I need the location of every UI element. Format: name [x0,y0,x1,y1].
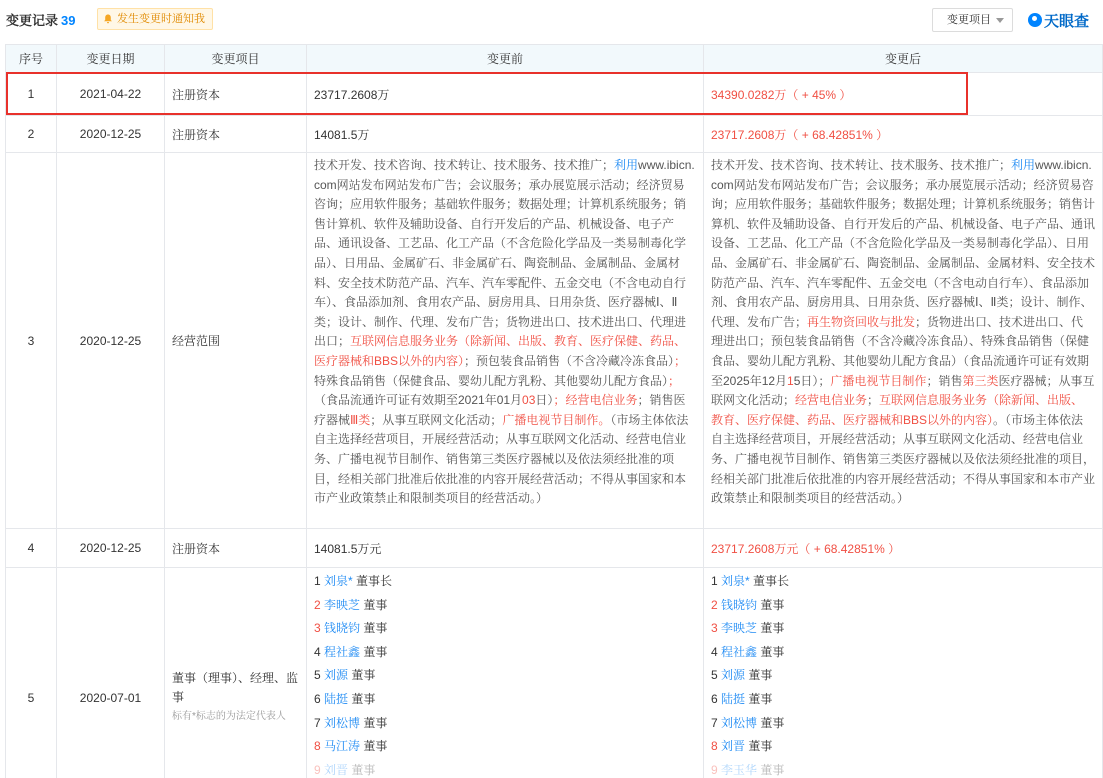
notify-label: 发生变更时通知我 [117,13,205,25]
person-role: 董事 [348,691,376,706]
scope-text-segment: www.ibicn.com网站发布网站发布广告；会议服务；承办展览展示活动；经济贸易咨询；应用软件服务；基础软件服务；数据处理；计算机系统服务；销售计算机、软件及辅助设备、自行开发后的产品、机械设备、电子产品、通讯设备、工艺品、化工产品（不含危险化学品及一类易制毒化学品）、日用品、金属矿石、非金属矿石、陶瓷制品、金属制品、金属材料、安全技术防范产品、汽车、汽车零配件、五金交电（不含电动自行车）、食品添加剂、食用农产品、厨房用具、日用杂货、医疗器械Ⅰ、Ⅱ类；设计、制作、代理、发布广告；货物进出口、技术进出口、代理进出口； [314,158,695,349]
person-index: 3 [314,621,325,636]
person-role: 董事 [757,597,785,612]
scope-text-segment: 再生物资回收与批发 [807,314,916,329]
person-entry [314,688,696,712]
cell-before: 23717.2608万 [307,73,704,116]
table-row [6,529,1103,568]
page-title [6,10,75,29]
person-index: 2 [314,597,325,612]
cell-index: 3 [6,153,57,529]
person-role: 董事 [757,621,785,636]
page-header [0,0,1103,40]
cell-index: 5 [6,568,57,778]
scope-text-segment: 经营电信业务 [795,393,868,408]
scope-text-segment: 医疗器械；从事互联网文化活动； [711,373,1095,408]
cell-after-people [704,568,1103,778]
filter-label: 变更项目 [947,14,991,26]
logo-icon [1028,13,1042,27]
person-role: 董事 [360,739,388,754]
cell-after: 23717.2608万元（ + 68.42851% ） [704,529,1103,568]
scope-text-segment: ；货物进出口、技术进出口、代理进出口；预包装食品销售（不含冷藏冷冻食品）、特殊食品销售（保健食品、婴幼儿配方乳粉、其他婴幼儿配方食品）（食品流通许可证有效期至2025年12月 [711,314,1090,388]
change-records-table [5,44,1103,778]
cell-date: 2021-04-22 [57,73,165,116]
person-index: 5 [314,668,325,683]
scope-text-segment: ；从事互联网文化活动； [370,412,503,427]
person-name-link[interactable]: 刘松博 [324,715,361,730]
person-role: 董事 [745,739,773,754]
scope-text-segment: 互联网信息服务业务（除新闻、出版、教育、医疗保健、药品、医疗器械和BBS以外的内容） [711,393,1084,427]
scope-text-segment: ； [553,393,566,408]
cell-before-people [307,568,704,778]
record-count: 39 [61,13,76,28]
person-name-link[interactable]: 刘源 [721,668,746,683]
person-name-link[interactable]: 李映芝 [324,597,361,612]
person-entry [314,735,696,759]
person-entry [711,570,1095,594]
scope-text-segment: 第三类 [962,373,999,388]
person-role: 董事 [757,715,785,730]
cell-index: 1 [6,73,57,116]
cell-item: 经营范围 [165,153,307,529]
logo-text: 天眼查 [1044,12,1090,30]
scope-text-segment: 经营电信业务 [565,393,638,408]
person-index: 9 [711,762,722,777]
person-entry [314,664,696,688]
cell-after-scope [704,153,1103,529]
cell-item: 注册资本 [165,73,307,116]
person-name-link[interactable]: 刘晋 [324,762,349,777]
person-name-link[interactable]: 刘晋 [721,739,746,754]
person-name-link[interactable]: 程社鑫 [324,644,361,659]
scope-text-segment: 技术开发、技术咨询、技术转让、技术服务、技术推广； [711,158,1012,172]
person-role: 董事 [757,762,785,777]
scope-text-segment: 特殊食品销售（保健食品、婴幼儿配方乳粉、其他婴幼儿配方食品） [314,373,669,388]
scope-text-segment: 1 [787,373,794,388]
scope-text-segment: 5日）； [793,373,831,388]
person-name-link[interactable]: 程社鑫 [721,644,758,659]
title-text: 变更记录 [6,13,59,28]
person-index: 8 [314,739,325,754]
person-index: 6 [314,691,325,706]
scope-text-segment: 。（市场主体依法自主选择经营项目，开展经营活动；从事互联网文化活动、经营电信业务、广播电视节目制作、销售第三类医疗器械以及依法须经批准的项目，经相关部门批准后依批准的内容开展经营活动；不得从事国家和本市产业政策禁止和限制类项目的经营活动。） [711,412,1096,506]
scope-text-segment[interactable]: 利用 [614,158,639,172]
person-entry [711,617,1095,641]
legal-rep-note: 标有*标志的为法定代表人 [172,711,286,722]
cell-date: 2020-07-01 [57,568,165,778]
person-role: 董事长 [749,574,790,588]
tianyancha-logo [1028,9,1089,31]
scope-text-segment: 03 [522,393,536,408]
cell-after: 23717.2608万（ + 68.42851% ） [704,116,1103,153]
cell-date: 2020-12-25 [57,153,165,529]
person-role: 董事 [360,644,388,659]
person-entry [711,759,1095,778]
item-label: 董事（理事）、经理、监事 [172,671,299,704]
person-role: 董事长 [352,574,393,588]
person-index: 2 [711,597,722,612]
person-name-link[interactable]: 陆挺 [721,691,746,706]
person-entry [711,664,1095,688]
cell-date: 2020-12-25 [57,529,165,568]
person-name-link[interactable]: 陆挺 [324,691,349,706]
person-name-link[interactable]: 李玉华 [721,762,758,777]
scope-text-segment: 广播电视节目制作 [830,373,927,388]
notify-button[interactable] [97,8,213,30]
cell-date: 2020-12-25 [57,116,165,153]
table-header-row [6,45,1103,73]
col-header-index: 序号 [6,45,57,73]
person-role: 董事 [360,715,388,730]
person-name-link[interactable]: 刘源 [324,668,349,683]
person-index: 1 [711,574,722,588]
person-entry [711,594,1095,618]
cell-index: 4 [6,529,57,568]
person-index: 5 [711,668,722,683]
bell-icon [103,14,113,24]
person-entry [314,570,696,594]
person-entry [314,641,696,665]
person-entry [314,617,696,641]
caret-down-icon [996,18,1004,23]
person-role: 董事 [360,621,388,636]
person-role: 董事 [348,762,376,777]
person-index: 9 [314,762,325,777]
scope-text-segment: www.ibicn.com网站发布网站发布广告；会议服务；承办展览展示活动；经济贸易咨询；应用软件服务；基础软件服务；数据处理；计算机系统服务；销售计算机、软件及辅助设备、自行开发后的产品、机械设备、电子产品、通讯设备、工艺品、化工产品（不含危险化学品及一类易制毒化学品）、日用品、金属矿石、非金属矿石、陶瓷制品、金属制品、金属材料、安全技术防范产品、汽车、汽车零配件、五金交电（不含电动自行车）、食品添加剂、食用农产品、厨房用具、日用杂货、医疗器械Ⅰ、Ⅱ类；设计、制作、代理、发布广告； [711,158,1096,329]
person-entry [711,735,1095,759]
person-entry [314,712,696,736]
person-index: 4 [711,644,722,659]
cell-after: 34390.0282万（ + 45% ） [704,73,1103,116]
scope-text-segment: ；预包装食品销售（不含冷藏冷冻食品） [464,353,675,368]
change-item-filter[interactable] [932,8,1013,32]
scope-text-segment: ；销售 [926,373,963,388]
scope-text-segment: ； [867,393,880,408]
person-index: 7 [314,715,325,730]
person-name-link[interactable]: 刘泉* [721,574,750,588]
scope-text-segment: （市场主体依法自主选择经营项目，开展经营活动；从事互联网文化活动、经营电信业务、广播电视节目制作、销售第三类医疗器械以及依法须经批准的项目，经相关部门批准后依批准的内容开展经营活动；不得从事国家和本市产业政策禁止和限制类项目的经营活动。） [314,412,689,506]
person-index: 3 [711,621,722,636]
scope-text-segment: （食品流通许可证有效期至2021年01月 [314,393,523,408]
person-name-link[interactable]: 钱晓钧 [721,597,758,612]
person-entry [711,641,1095,665]
scope-text-segment: 技术开发、技术咨询、技术转让、技术服务、技术推广； [314,158,615,172]
person-name-link[interactable]: 钱晓钧 [324,621,361,636]
person-role: 董事 [360,597,388,612]
person-index: 1 [314,574,325,588]
col-header-item: 变更项目 [165,45,307,73]
col-header-before: 变更前 [307,45,704,73]
scope-text-segment: ； [674,353,687,368]
person-entry [314,759,696,778]
person-index: 6 [711,691,722,706]
person-entry [314,594,696,618]
table-row [6,568,1103,778]
table-row [6,73,1103,116]
cell-before: 14081.5万 [307,116,704,153]
scope-text-segment: 互联网信息服务业务（除新闻、出版、教育、医疗保健、药品、医疗器械和BBS以外的内容） [314,334,687,368]
person-name-link[interactable]: 李映芝 [721,621,758,636]
person-index: 4 [314,644,325,659]
cell-before: 14081.5万元 [307,529,704,568]
person-name-link[interactable]: 刘松博 [721,715,758,730]
cell-index: 2 [6,116,57,153]
col-header-date: 变更日期 [57,45,165,73]
cell-item: 注册资本 [165,116,307,153]
person-role: 董事 [348,668,376,683]
person-entry [711,688,1095,712]
person-index: 8 [711,739,722,754]
scope-text-segment: Ⅲ类 [350,412,371,427]
cell-item: 注册资本 [165,529,307,568]
person-name-link[interactable]: 刘泉* [324,574,353,588]
person-role: 董事 [745,668,773,683]
scope-text-segment: ； [668,373,681,388]
scope-text-segment: 日） [535,393,554,408]
table-row [6,116,1103,153]
person-index: 7 [711,715,722,730]
cell-item [165,568,307,778]
scope-text-segment[interactable]: 利用 [1011,158,1036,172]
table-row [6,153,1103,529]
person-role: 董事 [757,644,785,659]
scope-text-segment: 广播电视节目制作。 [502,412,611,427]
person-entry [711,712,1095,736]
person-name-link[interactable]: 马江涛 [324,739,361,754]
col-header-after: 变更后 [704,45,1103,73]
person-role: 董事 [745,691,773,706]
cell-before-scope [307,153,704,529]
scope-text-segment: ；销售医疗器械 [314,393,686,427]
